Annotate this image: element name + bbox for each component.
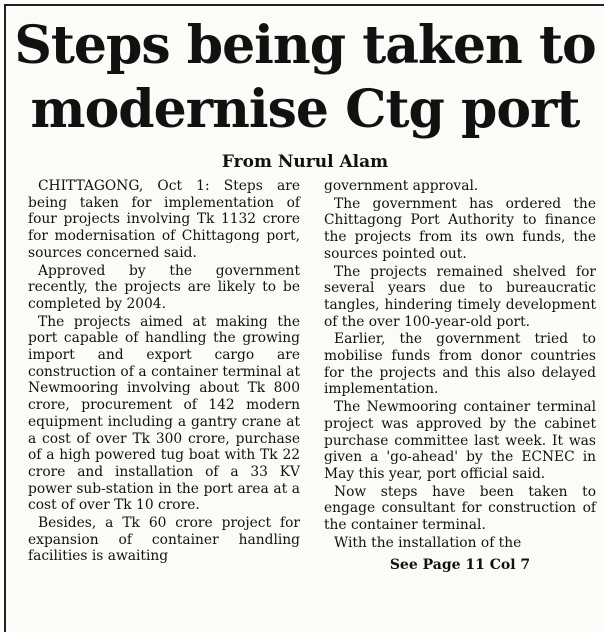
article-column-2 bbox=[324, 178, 596, 628]
headline bbox=[6, 14, 604, 142]
paragraph: The projects remained shelved for several years due to bureaucratic tangles, hindering timely development of the over 100-year-old port. bbox=[324, 263, 596, 330]
headline-line-2: modernise Ctg port bbox=[30, 79, 580, 140]
paragraph: The Newmooring container terminal project was approved by the cabinet purchase committee last week. It was given a 'go-ahead' by the ECNEC in May this year, port official said. bbox=[324, 399, 596, 482]
paragraph: The government has ordered the Chittagong Port Authority to finance the projects from its own funds, the sources pointed out. bbox=[324, 195, 596, 262]
paragraph: government approval. bbox=[324, 178, 479, 194]
headline-line-1: Steps being taken to bbox=[14, 15, 596, 76]
paragraph: Besides, a Tk 60 crore project for expansion of container handling facilities is awaiting bbox=[28, 515, 300, 565]
article-body bbox=[28, 178, 596, 628]
paragraph: With the installation of the bbox=[334, 534, 522, 551]
paragraph: The projects aimed at making the port capable of handling the growing import and export cargo are construction of a container terminal at Newmooring involving about Tk 800 crore, procurement of 142 modern equipment including a gantry crane at a cost of over Tk 300 crore, purchase of a high powered tug boat with Tk 22 crore and installation of a 33 KV power sub-station in the port area at a cost of over Tk 10 crore. bbox=[28, 313, 300, 514]
paragraph: Approved by the government recently, the projects are likely to be completed by 2004. bbox=[28, 262, 300, 312]
paragraph: Now steps have been taken to engage consultant for construction of the container terminal. bbox=[324, 483, 596, 534]
paragraph: Earlier, the government tried to mobilise funds from donor countries for the projects and this also delayed implementation. bbox=[324, 331, 596, 398]
newspaper-clipping bbox=[4, 4, 604, 632]
paragraph: CHITTAGONG, Oct 1: Steps are being taken for implementation of four projects involving Tk 1132 crore for modernisation of Chittagong port, sources concerned said. bbox=[28, 178, 300, 261]
article-column-1 bbox=[28, 178, 300, 628]
continuation-line: See Page 11 Col 7 bbox=[389, 557, 531, 574]
byline: From Nurul Alam bbox=[221, 152, 389, 172]
